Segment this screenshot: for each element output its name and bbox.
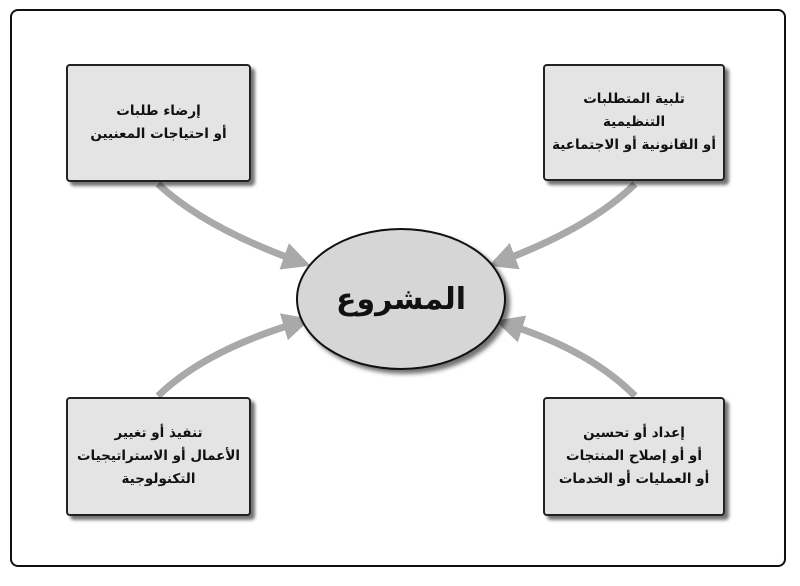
- box-line: أو القانونية أو الاجتماعية: [552, 137, 716, 153]
- box-line: تلبية المتطلبات: [583, 91, 685, 107]
- box-products-processes-services: [543, 397, 725, 516]
- box-business-strategy-change: [66, 397, 251, 516]
- project-ellipse: [296, 228, 506, 370]
- arrow-bottom-left: [158, 322, 300, 396]
- box-regulatory-requirements: [543, 64, 725, 181]
- box-line: إرضاء طلبات: [116, 103, 201, 119]
- box-line: إعداد أو تحسين: [583, 425, 685, 441]
- arrow-bottom-right: [506, 324, 635, 396]
- arrow-top-left: [158, 184, 300, 262]
- box-line: تنفيذ أو تغيير: [114, 425, 203, 441]
- arrow-top-right: [499, 184, 635, 262]
- box-line: أو أو إصلاح المنتجات: [566, 448, 702, 464]
- box-line: أو احتياجات المعنيين: [90, 126, 227, 142]
- box-stakeholder-needs: [66, 64, 251, 182]
- box-line: أو العمليات أو الخدمات: [558, 471, 710, 487]
- box-line: التنظيمية: [602, 114, 666, 130]
- project-label: المشروع: [336, 281, 466, 317]
- box-line: الأعمال أو الاستراتيجيات: [76, 448, 241, 464]
- box-line: التكنولوجية: [121, 471, 196, 487]
